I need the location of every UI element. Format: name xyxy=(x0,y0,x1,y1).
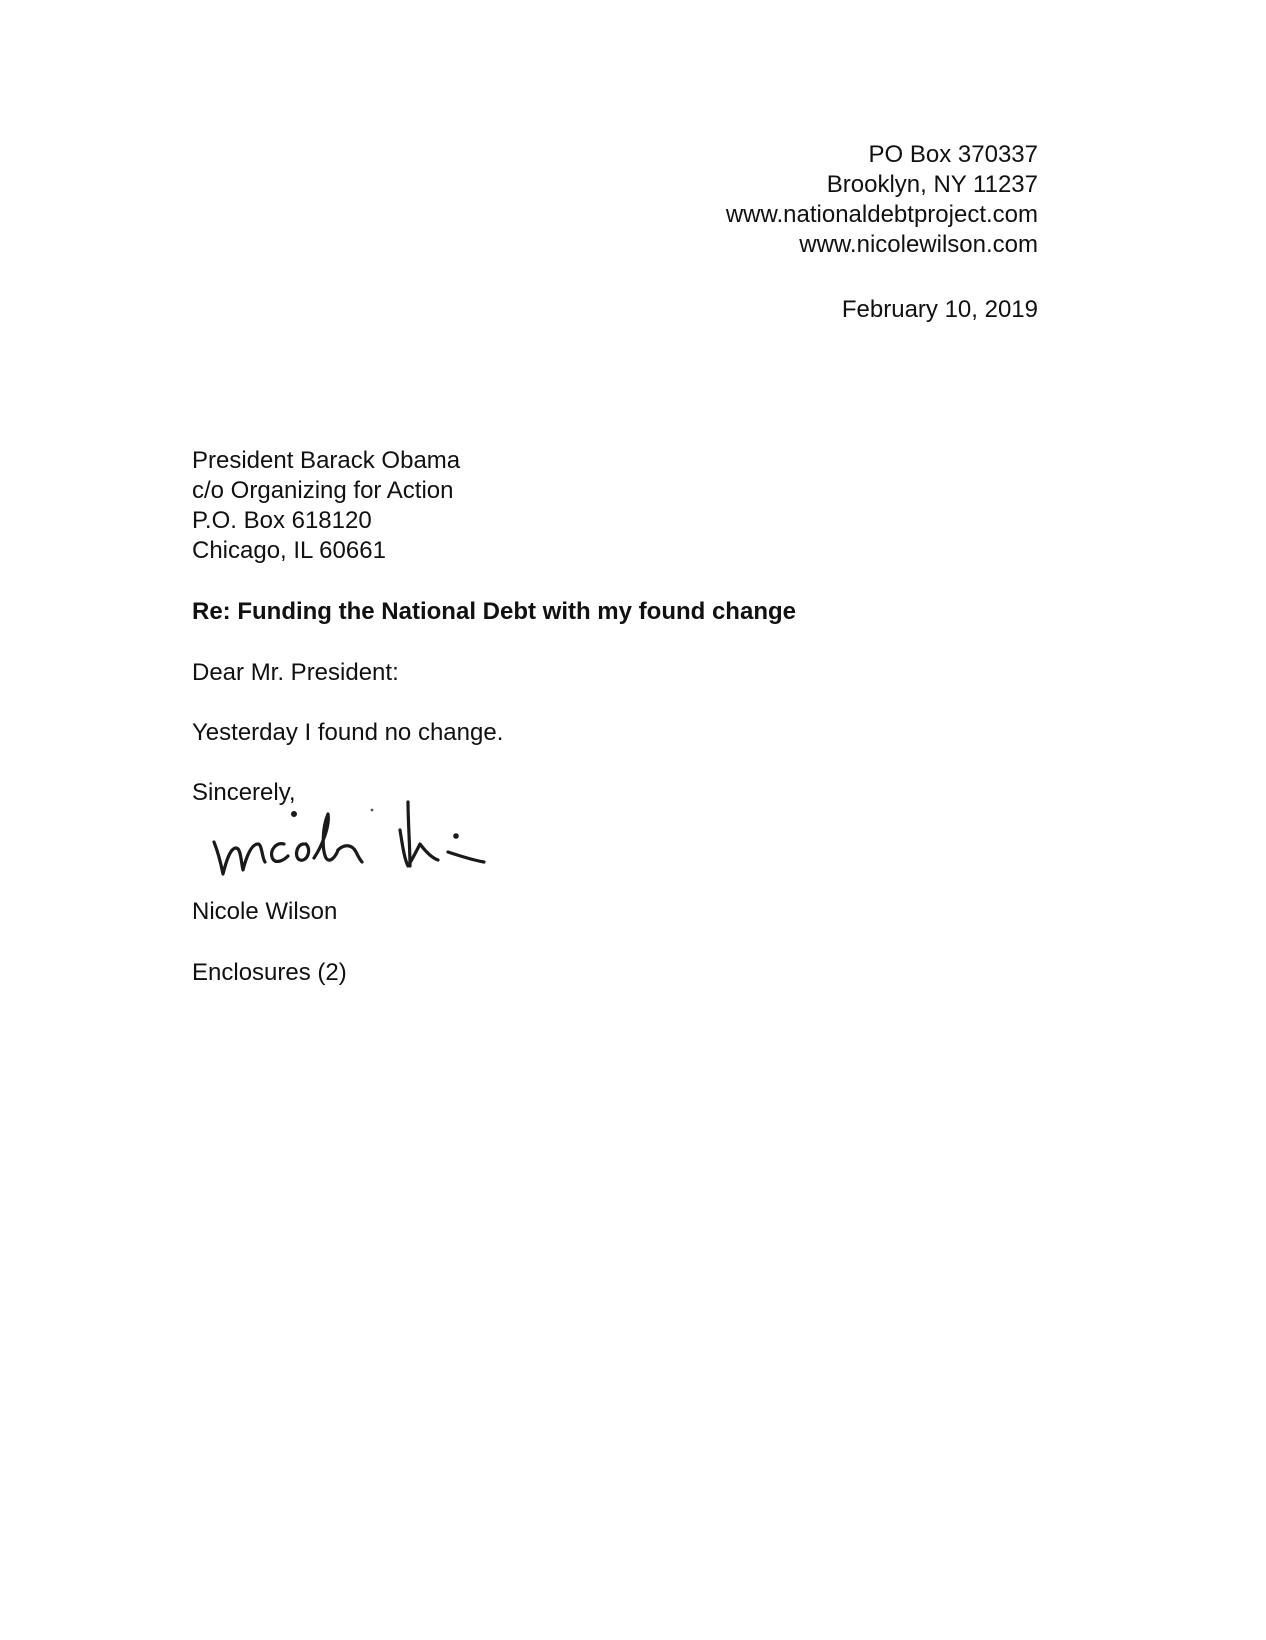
recipient-po-box: P.O. Box 618120 xyxy=(192,507,372,534)
closing: Sincerely, xyxy=(192,779,296,806)
enclosures-note: Enclosures (2) xyxy=(192,959,347,986)
sender-city-state-zip: Brooklyn, NY 11237 xyxy=(826,171,1038,198)
handwritten-signature xyxy=(212,800,512,890)
sender-website-2: www.nicolewilson.com xyxy=(799,231,1038,258)
sender-po-box: PO Box 370337 xyxy=(868,141,1038,168)
recipient-city-state-zip: Chicago, IL 60661 xyxy=(192,537,386,564)
recipient-address-block xyxy=(192,446,460,566)
recipient-name: President Barack Obama xyxy=(192,447,461,474)
signer-name: Nicole Wilson xyxy=(192,898,338,925)
recipient-care-of: c/o Organizing for Action xyxy=(192,477,454,504)
subject-line: Re: Funding the National Debt with my found change xyxy=(192,598,796,625)
signature-drawing xyxy=(212,800,512,890)
sender-address-block xyxy=(726,140,1038,260)
letter-date: February 10, 2019 xyxy=(841,296,1038,323)
letter-body: Yesterday I found no change. xyxy=(192,719,504,746)
salutation: Dear Mr. President: xyxy=(192,659,399,686)
sender-website-1: www.nationaldebtproject.com xyxy=(725,201,1038,228)
